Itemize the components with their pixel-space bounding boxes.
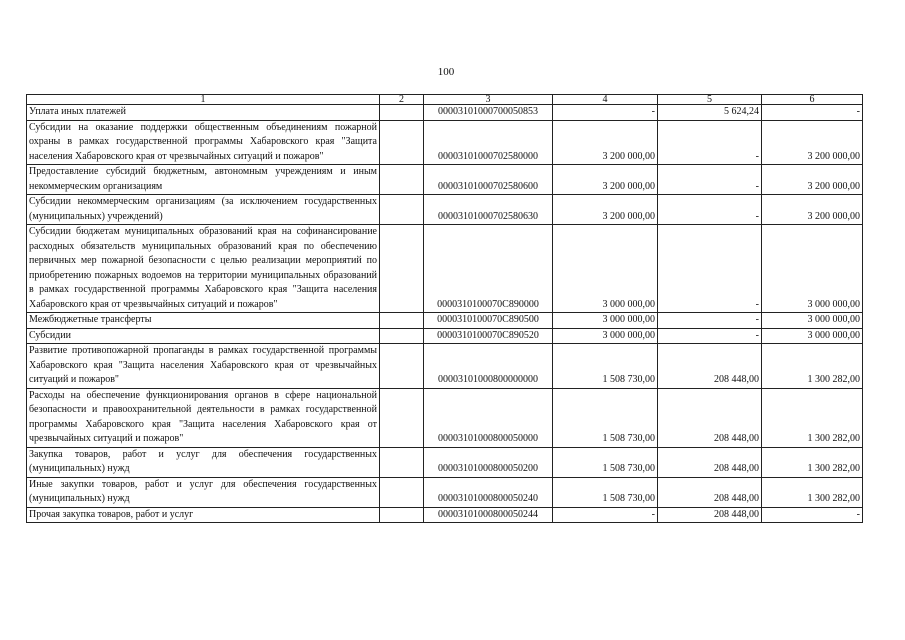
row-name: Субсидии некоммерческим организациям (за исключением государственных (муниципальных) учреждений) bbox=[27, 195, 380, 225]
row-name: Развитие противопожарной пропаганды в рамках государственной программы Хабаровского края "Защита населения Хабаровского края от чрезвычайных ситуаций и пожаров" bbox=[27, 344, 380, 389]
row-code: 0000310100070С890500 bbox=[424, 313, 553, 329]
row-name: Расходы на обеспечение функционирования органов в сфере национальной безопасности и правоохранительной деятельности в рамках государственной программы Хабаровского края "Защита населения Хабаровского края от чрезвычайных ситуаций и пожаров" bbox=[27, 388, 380, 447]
row-value-col-6: - bbox=[762, 507, 863, 523]
row-value-col-4: 3 200 000,00 bbox=[553, 195, 658, 225]
row-value-col-5: - bbox=[658, 225, 762, 313]
table-row bbox=[27, 447, 863, 477]
row-col-2 bbox=[380, 313, 424, 329]
table-row bbox=[27, 328, 863, 344]
row-col-2 bbox=[380, 507, 424, 523]
row-value-col-6: 1 300 282,00 bbox=[762, 477, 863, 507]
row-col-2 bbox=[380, 447, 424, 477]
row-value-col-5: 208 448,00 bbox=[658, 447, 762, 477]
row-code: 00003101000800000000 bbox=[424, 344, 553, 389]
row-value-col-6: 1 300 282,00 bbox=[762, 344, 863, 389]
row-code: 00003101000702580600 bbox=[424, 165, 553, 195]
row-code: 00003101000702580630 bbox=[424, 195, 553, 225]
row-col-2 bbox=[380, 120, 424, 165]
row-code: 00003101000702580000 bbox=[424, 120, 553, 165]
table-row bbox=[27, 165, 863, 195]
row-col-2 bbox=[380, 105, 424, 121]
row-value-col-5: 208 448,00 bbox=[658, 507, 762, 523]
row-value-col-4: - bbox=[553, 105, 658, 121]
table-row bbox=[27, 507, 863, 523]
table-row bbox=[27, 477, 863, 507]
table-row bbox=[27, 195, 863, 225]
row-value-col-4: 1 508 730,00 bbox=[553, 447, 658, 477]
row-value-col-5: - bbox=[658, 313, 762, 329]
row-value-col-4: 1 508 730,00 bbox=[553, 477, 658, 507]
header-col-2: 2 bbox=[380, 95, 424, 105]
row-name: Прочая закупка товаров, работ и услуг bbox=[27, 507, 380, 523]
table-row bbox=[27, 120, 863, 165]
row-name: Иные закупки товаров, работ и услуг для обеспечения государственных (муниципальных) нужд bbox=[27, 477, 380, 507]
row-col-2 bbox=[380, 165, 424, 195]
row-name: Субсидии bbox=[27, 328, 380, 344]
header-col-6: 6 bbox=[762, 95, 863, 105]
header-col-3: 3 bbox=[424, 95, 553, 105]
row-value-col-6: 3 000 000,00 bbox=[762, 225, 863, 313]
row-value-col-5: - bbox=[658, 165, 762, 195]
row-value-col-4: 1 508 730,00 bbox=[553, 344, 658, 389]
row-value-col-4: 3 000 000,00 bbox=[553, 328, 658, 344]
row-value-col-6: 3 200 000,00 bbox=[762, 120, 863, 165]
row-value-col-6: 3 000 000,00 bbox=[762, 313, 863, 329]
header-col-1: 1 bbox=[27, 95, 380, 105]
table-row bbox=[27, 225, 863, 313]
row-code: 0000310100070С890520 bbox=[424, 328, 553, 344]
row-name: Закупка товаров, работ и услуг для обеспечения государственных (муниципальных) нужд bbox=[27, 447, 380, 477]
row-col-2 bbox=[380, 195, 424, 225]
row-code: 00003101000800050000 bbox=[424, 388, 553, 447]
table-header-row bbox=[27, 95, 863, 105]
row-col-2 bbox=[380, 328, 424, 344]
header-col-5: 5 bbox=[658, 95, 762, 105]
row-value-col-6: 1 300 282,00 bbox=[762, 447, 863, 477]
row-value-col-5: 208 448,00 bbox=[658, 477, 762, 507]
row-value-col-6: 3 200 000,00 bbox=[762, 195, 863, 225]
row-value-col-5: 208 448,00 bbox=[658, 344, 762, 389]
row-value-col-4: 3 000 000,00 bbox=[553, 313, 658, 329]
row-col-2 bbox=[380, 388, 424, 447]
row-code: 00003101000700050853 bbox=[424, 105, 553, 121]
row-value-col-4: 3 200 000,00 bbox=[553, 120, 658, 165]
row-value-col-5: 208 448,00 bbox=[658, 388, 762, 447]
row-value-col-5: - bbox=[658, 195, 762, 225]
table-row bbox=[27, 388, 863, 447]
row-col-2 bbox=[380, 225, 424, 313]
row-value-col-6: 3 200 000,00 bbox=[762, 165, 863, 195]
row-value-col-5: - bbox=[658, 328, 762, 344]
row-name: Уплата иных платежей bbox=[27, 105, 380, 121]
row-value-col-5: 5 624,24 bbox=[658, 105, 762, 121]
row-col-2 bbox=[380, 344, 424, 389]
table-row bbox=[27, 313, 863, 329]
row-value-col-5: - bbox=[658, 120, 762, 165]
row-col-2 bbox=[380, 477, 424, 507]
table-row bbox=[27, 105, 863, 121]
row-code: 0000310100070С890000 bbox=[424, 225, 553, 313]
row-code: 00003101000800050240 bbox=[424, 477, 553, 507]
budget-table-body bbox=[27, 95, 863, 523]
row-name: Субсидии на оказание поддержки общественным объединениям пожарной охраны в рамках государственной программы Хабаровского края "Защита населения Хабаровского края от чрезвычайных ситуаций и пожаров" bbox=[27, 120, 380, 165]
table-row bbox=[27, 344, 863, 389]
row-value-col-4: 3 000 000,00 bbox=[553, 225, 658, 313]
row-value-col-6: 1 300 282,00 bbox=[762, 388, 863, 447]
row-value-col-6: 3 000 000,00 bbox=[762, 328, 863, 344]
row-code: 00003101000800050244 bbox=[424, 507, 553, 523]
row-value-col-4: - bbox=[553, 507, 658, 523]
page-number: 100 bbox=[437, 66, 455, 78]
row-value-col-4: 1 508 730,00 bbox=[553, 388, 658, 447]
row-value-col-6: - bbox=[762, 105, 863, 121]
budget-table bbox=[26, 94, 863, 523]
row-name: Субсидии бюджетам муниципальных образований края на софинансирование расходных обязательств муниципальных образований края по обеспечению первичных мер пожарной безопасности с целью реализации мероприятий по приобретению пожарных водоемов на территории муниципальных образований в рамках государственной программы Хабаровского края "Защита населения Хабаровского края от чрезвычайных ситуаций и пожаров" bbox=[27, 225, 380, 313]
header-col-4: 4 bbox=[553, 95, 658, 105]
row-code: 00003101000800050200 bbox=[424, 447, 553, 477]
row-name: Межбюджетные трансферты bbox=[27, 313, 380, 329]
row-name: Предоставление субсидий бюджетным, автономным учреждениям и иным некоммерческим организациям bbox=[27, 165, 380, 195]
row-value-col-4: 3 200 000,00 bbox=[553, 165, 658, 195]
